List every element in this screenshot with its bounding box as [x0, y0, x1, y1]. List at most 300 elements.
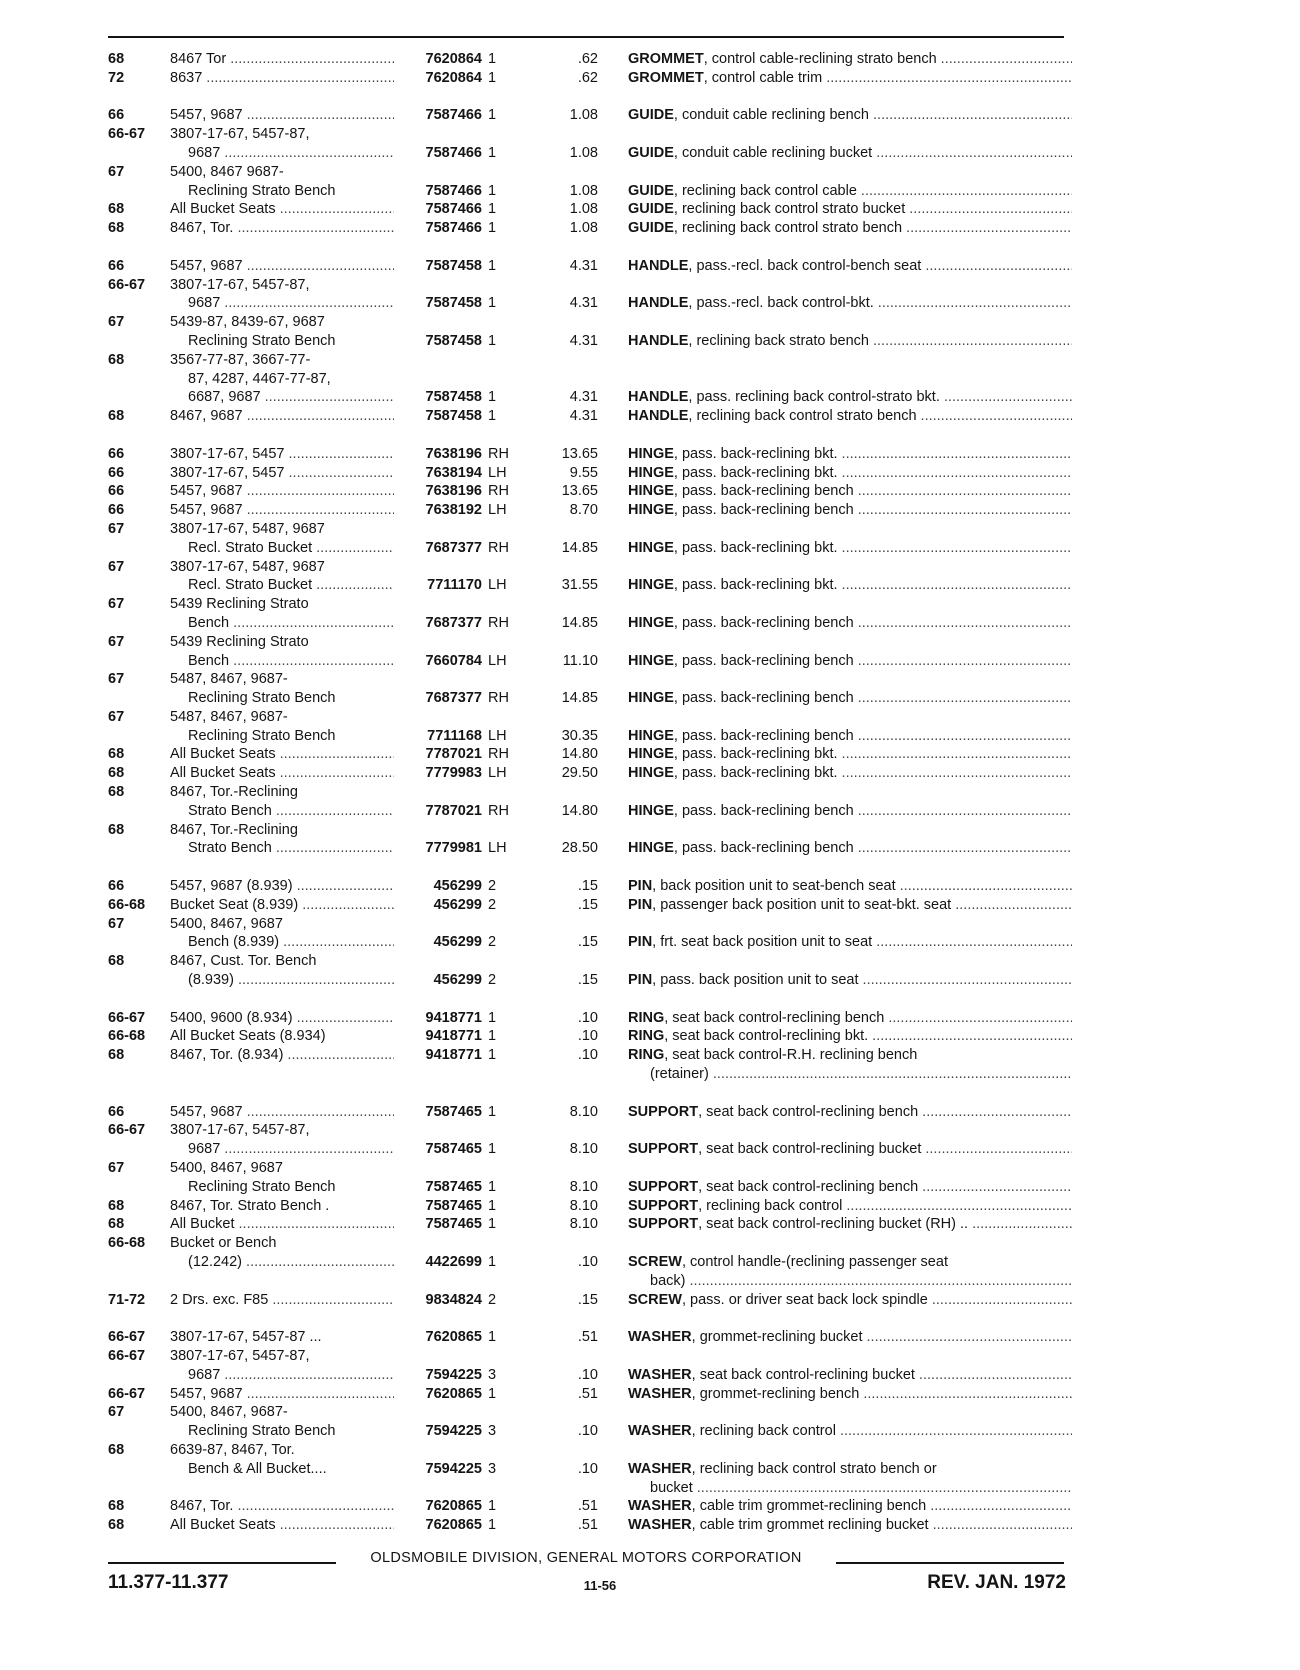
model-year: 68 [108, 1441, 125, 1458]
part-description-text: , back position unit to seat-bench seat [652, 878, 896, 895]
part-row [108, 1121, 1068, 1140]
part-row [108, 670, 1068, 689]
model-year: 67 [108, 708, 125, 725]
model-applicability: 3807-17-67, 5457-87, [170, 1122, 310, 1139]
part-description [628, 464, 1072, 483]
quantity: 1 [488, 69, 497, 86]
part-number: 7638194 [425, 464, 482, 481]
part-description [628, 971, 1072, 990]
part-description [628, 1328, 1072, 1347]
part-description [628, 539, 1072, 558]
part-row [108, 1291, 1068, 1310]
part-description [628, 407, 1072, 426]
part-name: WASHER [628, 1423, 692, 1440]
part-description-text: , seat back control-reclining bucket [698, 1141, 922, 1158]
part-row [108, 69, 1068, 88]
price: 29.50 [561, 765, 598, 782]
part-row [108, 764, 1068, 783]
part-number: 7587466 [425, 201, 482, 218]
model-applicability: 8467, Tor. Strato Bench . [170, 1197, 330, 1214]
part-description-text: , reclining back control strato bench [688, 408, 917, 425]
model-applicability: 5457, 9687 ..... [170, 1385, 394, 1404]
part-description-text: , conduit cable reclining bench [673, 107, 869, 124]
part-name: HINGE [628, 840, 674, 857]
part-description-text: , seat back control-reclining bench [698, 1178, 919, 1195]
revision-date: REV. JAN. 1972 [927, 1572, 1066, 1593]
price: 1.08 [569, 182, 598, 199]
part-description [628, 482, 1072, 501]
quantity: 1 [488, 144, 497, 161]
part-row [108, 182, 1068, 201]
part-row [108, 407, 1068, 426]
model-year: 66-67 [108, 1385, 146, 1402]
part-number: 7687377 [425, 539, 482, 556]
part-name: SUPPORT [628, 1197, 699, 1214]
part-row [108, 614, 1068, 633]
part-number: 7711170 [427, 577, 482, 594]
part-name: GUIDE [628, 220, 674, 237]
model-applicability: Bucket or Bench [170, 1235, 277, 1252]
parts-list [108, 50, 1068, 1535]
part-row [108, 144, 1068, 163]
model-applicability: 8467, Tor. ..... [170, 219, 394, 238]
model-applicability: 6687, 9687 ..... [188, 388, 394, 407]
model-applicability: Bench ..... [188, 614, 394, 633]
row-spacer [108, 990, 1068, 1009]
part-row [108, 1497, 1068, 1516]
model-applicability: 5457, 9687 ..... [170, 1103, 394, 1122]
price: .10 [577, 1047, 598, 1064]
price: .51 [577, 1329, 598, 1346]
part-name: PIN [628, 896, 653, 913]
part-row [108, 1234, 1068, 1253]
part-row [108, 1197, 1068, 1216]
quantity: LH [488, 464, 507, 481]
price: .10 [577, 1460, 598, 1477]
price: 4.31 [569, 332, 598, 349]
quantity: LH [488, 727, 507, 744]
price: .15 [577, 1291, 598, 1308]
part-number: 7587458 [425, 332, 482, 349]
part-description-text: , control handle-(reclining passenger seat [681, 1254, 948, 1270]
quantity: LH [488, 840, 507, 857]
price: 13.65 [561, 483, 598, 500]
price: 30.35 [561, 727, 598, 744]
model-applicability: 8467, Tor. (8.934) ..... [170, 1046, 394, 1065]
price: .51 [577, 1517, 598, 1534]
part-description-text: , reclining back strato bench [688, 332, 869, 349]
part-row [108, 1253, 1068, 1272]
part-description-text: , pass. back-reclining bkt. [673, 445, 838, 462]
part-row [108, 445, 1068, 464]
model-applicability: (12.242) ..... [188, 1253, 394, 1272]
model-applicability: 5457, 9687 ..... [170, 257, 394, 276]
part-number: 7587465 [425, 1178, 482, 1195]
part-name: HINGE [628, 483, 674, 500]
model-applicability: 8467, 9687 ..... [170, 407, 394, 426]
model-applicability: 3807-17-67, 5487, 9687 [170, 558, 325, 575]
quantity: RH [488, 483, 509, 500]
model-year: 68 [108, 408, 125, 425]
part-name: GUIDE [628, 201, 674, 218]
part-number: 7687377 [425, 614, 482, 631]
part-name: HINGE [628, 690, 674, 707]
model-year: 68 [108, 51, 125, 67]
model-year: 66 [108, 502, 125, 519]
model-applicability: 3807-17-67, 5457-87 ... [170, 1329, 322, 1346]
model-applicability: Bucket Seat (8.939) ..... [170, 896, 394, 915]
part-description-text: , pass. or driver seat back lock spindle [681, 1291, 928, 1308]
part-row [108, 558, 1068, 577]
part-row [108, 1027, 1068, 1046]
part-row [108, 163, 1068, 182]
part-row [108, 1441, 1068, 1460]
part-description [628, 69, 1072, 88]
group-reference: 11.377-11.377 [108, 1572, 229, 1593]
part-number: 7587458 [425, 295, 482, 312]
part-description [628, 50, 1072, 69]
quantity: 1 [488, 220, 497, 237]
part-description [650, 1479, 1072, 1498]
part-row [108, 501, 1068, 520]
part-description-text: , pass. back position unit to seat [652, 972, 859, 989]
part-description [628, 200, 1072, 219]
part-number: 7594225 [425, 1460, 482, 1477]
quantity: LH [488, 652, 507, 669]
part-name: WASHER [628, 1517, 692, 1534]
model-applicability: 8467, Tor.-Reclining [170, 821, 298, 838]
part-number: 7587466 [425, 144, 482, 161]
part-name: GROMMET [628, 51, 704, 67]
row-spacer [108, 858, 1068, 877]
part-row [108, 1178, 1068, 1197]
model-applicability: 5400, 8467, 9687 [170, 915, 283, 932]
part-name: SUPPORT [628, 1178, 699, 1195]
quantity: 1 [488, 1385, 497, 1402]
part-description-text: , seat back control-reclining bkt. [664, 1028, 869, 1045]
price: .51 [577, 1385, 598, 1402]
price: 4.31 [569, 295, 598, 312]
part-description [628, 689, 1072, 708]
part-description-text: , seat back control-reclining bench [698, 1103, 919, 1120]
model-year: 67 [108, 1160, 125, 1177]
quantity: 1 [488, 1178, 497, 1195]
price: 14.80 [561, 746, 598, 763]
quantity: RH [488, 614, 509, 631]
quantity: 1 [488, 182, 497, 199]
part-number: 7787021 [425, 746, 482, 763]
footer-rule-left [108, 1562, 336, 1564]
part-description-text: , pass.-recl. back control-bench seat [688, 257, 922, 274]
model-year: 67 [108, 520, 125, 537]
part-row [108, 652, 1068, 671]
part-name: HINGE [628, 577, 674, 594]
part-row [108, 576, 1068, 595]
part-row [108, 50, 1068, 69]
model-year: 66-68 [108, 1235, 146, 1252]
model-year: 66 [108, 445, 125, 462]
part-description-text: , control cable trim [703, 69, 823, 86]
quantity: RH [488, 539, 509, 556]
quantity: 3 [488, 1460, 497, 1477]
price: 8.10 [569, 1216, 598, 1233]
part-name: PIN [628, 972, 653, 989]
part-row [108, 1328, 1068, 1347]
part-description-text: back) [650, 1272, 686, 1289]
part-description-text: , pass. back-reclining bkt. [673, 577, 838, 594]
model-year: 66 [108, 483, 125, 500]
top-rule [108, 36, 1064, 38]
model-applicability: 9687 ..... [188, 294, 394, 313]
quantity: 1 [488, 332, 497, 349]
model-applicability: 5400, 8467, 9687- [170, 1404, 288, 1421]
price: .10 [577, 1366, 598, 1383]
part-description [628, 332, 1072, 351]
part-row [108, 1460, 1068, 1479]
part-row [108, 745, 1068, 764]
model-applicability: Reclining Strato Bench [188, 1423, 336, 1440]
part-row [108, 482, 1068, 501]
price: 13.65 [561, 445, 598, 462]
price: .10 [577, 1009, 598, 1026]
quantity: 1 [488, 1216, 497, 1233]
part-row [108, 971, 1068, 990]
part-name: HANDLE [628, 295, 689, 312]
part-description-text: , passenger back position unit to seat-bkt. seat [652, 896, 952, 913]
part-name: GUIDE [628, 107, 674, 124]
model-year: 66-67 [108, 126, 146, 143]
model-applicability: Reclining Strato Bench [188, 690, 336, 707]
part-description-text: , pass. back-reclining bkt. [673, 746, 838, 763]
part-row [108, 839, 1068, 858]
part-number: 7620865 [425, 1517, 482, 1534]
quantity: LH [488, 765, 507, 782]
part-row [108, 783, 1068, 802]
part-number: 7779983 [425, 765, 482, 782]
part-description-text: , pass. back-reclining bench [673, 614, 854, 631]
model-applicability: 9687 ..... [188, 144, 394, 163]
part-name: HINGE [628, 445, 674, 462]
part-name: HINGE [628, 502, 674, 519]
part-row [108, 294, 1068, 313]
part-row [108, 370, 1068, 389]
part-description [628, 764, 1072, 783]
part-number: 7638196 [425, 445, 482, 462]
footer-corporation: OLDSMOBILE DIVISION, GENERAL MOTORS CORPORATION [370, 1550, 802, 1566]
part-row [108, 689, 1068, 708]
part-row [108, 896, 1068, 915]
part-name: SUPPORT [628, 1103, 699, 1120]
part-name: PIN [628, 878, 653, 895]
part-row [108, 933, 1068, 952]
model-year: 68 [108, 821, 125, 838]
part-number: 9834824 [425, 1291, 482, 1308]
part-number: 7620865 [425, 1498, 482, 1515]
part-row [108, 1140, 1068, 1159]
part-description [628, 1516, 1072, 1535]
quantity: 1 [488, 1254, 497, 1270]
quantity: RH [488, 802, 509, 819]
part-description [628, 1178, 1072, 1197]
model-year: 66 [108, 107, 125, 124]
part-description [628, 1291, 1072, 1310]
part-description-text: , pass. back-reclining bench [673, 690, 854, 707]
model-year: 68 [108, 1498, 125, 1515]
quantity: 2 [488, 972, 497, 989]
model-year: 66 [108, 257, 125, 274]
part-number: 7587458 [425, 408, 482, 425]
part-description-text: , seat back control-reclining bench [664, 1009, 885, 1026]
part-description [628, 839, 1072, 858]
quantity: RH [488, 690, 509, 707]
quantity: 1 [488, 1028, 497, 1045]
model-applicability: 9687 ..... [188, 1140, 394, 1159]
part-number: 7779981 [425, 840, 482, 857]
model-year: 66-67 [108, 1122, 146, 1139]
part-description [628, 727, 1072, 746]
part-description [650, 1272, 1072, 1291]
part-name: HANDLE [628, 408, 689, 425]
part-description-text: , grommet-reclining bench [691, 1385, 860, 1402]
price: 8.10 [569, 1141, 598, 1158]
part-row [108, 1065, 1068, 1084]
model-year: 68 [108, 201, 125, 218]
part-description-text: , pass. back-reclining bench [673, 840, 854, 857]
price: .51 [577, 1498, 598, 1515]
part-description [628, 1046, 1072, 1065]
quantity: 1 [488, 1498, 497, 1515]
part-row [108, 1046, 1068, 1065]
price: .15 [577, 972, 598, 989]
model-applicability: 8467 Tor ..... [170, 50, 394, 69]
model-year: 67 [108, 163, 125, 180]
part-row [108, 1385, 1068, 1404]
part-description-text: , pass. back-reclining bkt. [673, 464, 838, 481]
part-description-text: , frt. seat back position unit to seat [652, 934, 873, 951]
part-row [108, 1272, 1068, 1291]
part-description [628, 1366, 1072, 1385]
part-description-text: , pass.-recl. back control-bkt. [688, 295, 874, 312]
row-spacer [108, 1084, 1068, 1103]
price: .62 [577, 51, 598, 67]
model-year: 67 [108, 915, 125, 932]
part-row [108, 464, 1068, 483]
part-description-text: , seat back control-reclining bucket [691, 1366, 915, 1383]
model-applicability: 5400, 8467 9687- [170, 163, 284, 180]
part-number: 7687377 [425, 690, 482, 707]
quantity: 2 [488, 934, 497, 951]
price: .10 [577, 1423, 598, 1440]
part-name: RING [628, 1028, 665, 1045]
part-description [628, 257, 1072, 276]
model-applicability: Strato Bench ..... [188, 839, 394, 858]
price: .15 [577, 896, 598, 913]
quantity: 1 [488, 295, 497, 312]
price: 4.31 [569, 408, 598, 425]
part-description [628, 1009, 1072, 1028]
part-description-text: , pass. back-reclining bench [673, 483, 854, 500]
quantity: RH [488, 746, 509, 763]
part-description-text: , pass. back-reclining bench [673, 652, 854, 669]
part-row [108, 1516, 1068, 1535]
part-name: PIN [628, 934, 653, 951]
part-name: RING [628, 1009, 665, 1026]
model-year: 67 [108, 671, 125, 688]
row-spacer [108, 426, 1068, 445]
quantity: 1 [488, 389, 497, 406]
part-description-text: , pass. reclining back control-strato bkt. [688, 389, 940, 406]
price: 1.08 [569, 144, 598, 161]
part-description-text: , seat back control-R.H. reclining bench [664, 1047, 918, 1064]
model-applicability: All Bucket Seats ..... [170, 764, 394, 783]
part-description [628, 896, 1072, 915]
part-name: HANDLE [628, 389, 689, 406]
part-row [108, 1215, 1068, 1234]
model-year: 68 [108, 1047, 125, 1064]
part-row [108, 802, 1068, 821]
part-name: GUIDE [628, 144, 674, 161]
part-name: HINGE [628, 539, 674, 556]
price: 8.10 [569, 1197, 598, 1214]
part-description-text: , pass. back-reclining bkt. [673, 539, 838, 556]
part-number: 7620864 [425, 51, 482, 67]
model-applicability: 5439-87, 8439-67, 9687 [170, 314, 325, 331]
quantity: 2 [488, 1291, 497, 1308]
part-row [108, 1159, 1068, 1178]
part-description [628, 1253, 1072, 1272]
part-row [108, 351, 1068, 370]
price: 31.55 [561, 577, 598, 594]
part-description [628, 576, 1072, 595]
part-description [628, 1197, 1072, 1216]
part-description-text: , pass. back-reclining bench [673, 502, 854, 519]
part-description [628, 1103, 1072, 1122]
part-number: 456299 [433, 896, 482, 913]
model-applicability: All Bucket Seats ..... [170, 1516, 394, 1535]
part-name: HINGE [628, 464, 674, 481]
part-number: 7587465 [425, 1216, 482, 1233]
model-applicability: Recl. Strato Bucket ..... [188, 576, 394, 595]
part-number: 9418771 [425, 1009, 482, 1026]
part-description [628, 1215, 1072, 1234]
model-applicability: Reclining Strato Bench [188, 1178, 336, 1195]
price: .15 [577, 934, 598, 951]
model-year: 72 [108, 69, 125, 86]
price: 14.85 [561, 614, 598, 631]
part-row [108, 595, 1068, 614]
quantity: LH [488, 577, 507, 594]
price: 14.85 [561, 539, 598, 556]
model-applicability: 3807-17-67, 5457-87, [170, 276, 310, 293]
price: .15 [577, 878, 598, 895]
part-description-text: (retainer) [650, 1066, 709, 1083]
part-row [108, 276, 1068, 295]
part-name: HINGE [628, 802, 674, 819]
part-number: 9418771 [425, 1028, 482, 1045]
part-row [108, 915, 1068, 934]
part-name: WASHER [628, 1385, 692, 1402]
model-applicability: (8.939) ..... [188, 971, 394, 990]
price: .10 [577, 1028, 598, 1045]
page-number: 11-56 [583, 1578, 617, 1593]
part-number: 7620865 [425, 1329, 482, 1346]
quantity: 1 [488, 1141, 497, 1158]
row-spacer [108, 1309, 1068, 1328]
part-description-text: bucket [650, 1479, 693, 1496]
part-row [108, 727, 1068, 746]
part-row [108, 106, 1068, 125]
quantity: 1 [488, 1103, 497, 1120]
